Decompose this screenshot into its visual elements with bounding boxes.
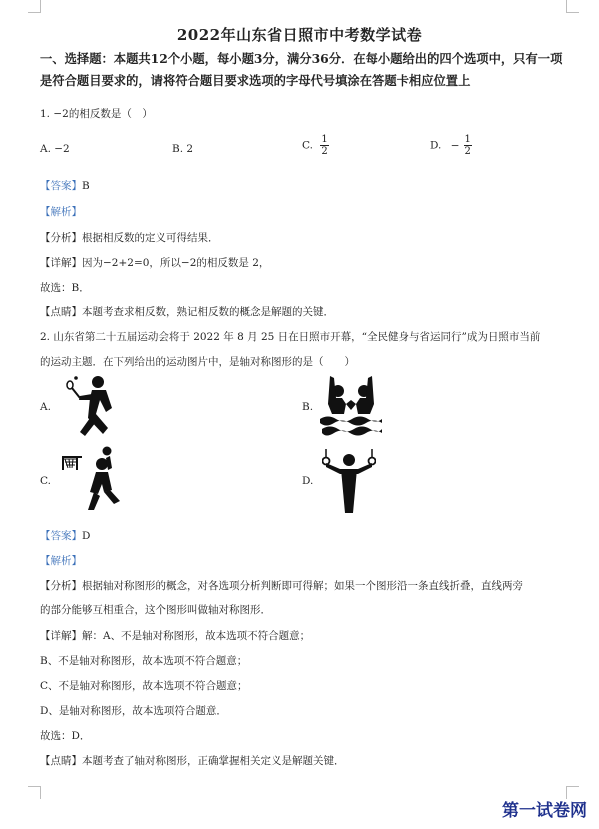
synchronized-swimmers-icon (320, 374, 382, 438)
q2-b-line: B、不是轴对称图形，故本选项不符合题意； (40, 655, 248, 667)
q1-dianjing: 【点睛】本题考查求相反数，熟记相反数的概念是解题的关键． (40, 306, 334, 318)
gymnastics-rings-icon (322, 449, 376, 513)
crop-mark-top-right (566, 0, 579, 13)
q1-xiangjie: 【详解】因为−2+2=0，所以−2的相反数是 2， (40, 257, 270, 269)
page-title: 2022年山东省日照市中考数学试卷 (176, 26, 423, 44)
q1-option-d (430, 134, 472, 157)
q2-option-b-label: B. (302, 401, 314, 413)
q1-option-b: B. 2 (172, 143, 194, 155)
q2-option-d-label: D. (302, 475, 314, 487)
q2-fenxi-line-2: 的部分能够互相重合，这个图形叫做轴对称图形． (40, 604, 271, 616)
watermark: 第一试卷网 (502, 801, 587, 821)
section-header: 一、选择题：本题共12个小题，每小题3分，满分36分．在每小题给出的四个选项中，只有一项是符合题目要求的，请将符合题目要求选项的字母代号填涂在答题卡相应位置上 (40, 51, 563, 88)
q1-option-a: A. −2 (40, 143, 70, 155)
q1-conclusion: 故选：B． (40, 282, 90, 294)
q2-dianjing: 【点睛】本题考查了轴对称图形，正确掌握相关定义是解题关键． (40, 755, 345, 767)
q2-c-line: C、不是轴对称图形，故本选项不符合题意； (40, 680, 248, 692)
q1-option-d-fraction: $\frac{1}{2}$ (464, 134, 471, 157)
q1-stem: 1. −2的相反数是（ ） (40, 108, 153, 120)
basketball-player-icon (58, 446, 130, 512)
badminton-player-icon (66, 374, 132, 438)
q1-option-c-fraction: $\frac{1}{2}$ (321, 134, 328, 157)
q1-answer: 【答案】B (40, 180, 90, 192)
q2-stem-line-2: 的运动主题．在下列给出的运动图片中，是轴对称图形的是（ ） (40, 356, 355, 368)
q2-option-c-label: C. (40, 475, 51, 487)
crop-mark-bottom-left (28, 786, 41, 799)
q2-xiangjie: 【详解】解：A、不是轴对称图形，故本选项不符合题意； (40, 630, 311, 642)
q1-fenxi: 【分析】根据相反数的定义可得结果． (40, 232, 219, 244)
q2-option-a-label: A. (40, 401, 51, 413)
q1-analysis-label: 【解析】 (40, 206, 82, 218)
q1-option-d-sign: − (450, 139, 460, 152)
q2-d-line: D、是轴对称图形，故本选项符合题意． (40, 705, 227, 717)
q1-option-c-label: C. (302, 139, 313, 152)
q2-answer: 【答案】D (40, 530, 91, 542)
q1-option-d-label: D. (430, 139, 442, 152)
q2-fenxi-line-1: 【分析】根据轴对称图形的概念，对各选项分析判断即可得解；如果一个图形沿一条直线折叠，直线两旁 (40, 580, 523, 592)
crop-mark-top-left (28, 0, 41, 13)
q2-stem-line-1: 2. 山东省第二十五届运动会将于 2022 年 8 月 25 日在日照市开幕，“全民健身与省运同行”成为日照市当前 (40, 331, 541, 343)
q2-conclusion: 故选：D． (40, 730, 91, 742)
q2-analysis-label: 【解析】 (40, 555, 82, 567)
q1-option-c (302, 134, 329, 157)
